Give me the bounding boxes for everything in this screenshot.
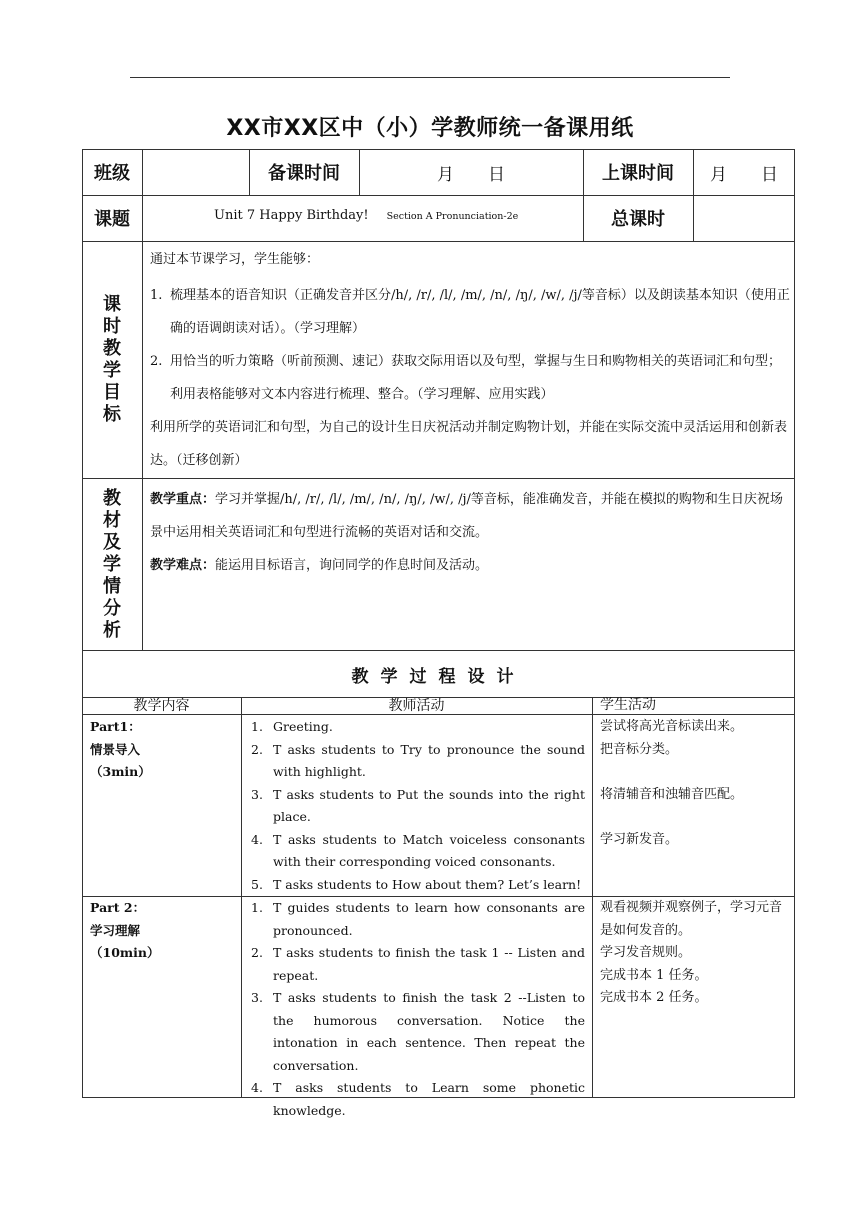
teacher-activity-item: 1. Greeting.: [251, 719, 333, 734]
student-activity-item: 学习发音规则。: [600, 945, 692, 960]
analysis-label-char: 及: [103, 531, 121, 553]
part-subtitle: 学习理解: [90, 922, 141, 938]
student-activity-item: [600, 761, 790, 784]
col-teacher-header: 教师活动: [388, 697, 445, 714]
part-name: Part1：: [90, 719, 141, 734]
prep-time-label: 备课时间: [268, 163, 340, 184]
objectives-intro: 通过本节课学习，学生能够：: [150, 252, 320, 267]
topic-value: [214, 204, 583, 224]
part-time: （3min）: [90, 764, 151, 779]
topic-label: 课题: [94, 209, 130, 230]
student-activity-item: 观看视频并观察例子，学习元音是如何发音的。: [600, 900, 783, 938]
teacher-activity-item: 3. T asks students to finish the task 2 --Listen to the humorous conversation. Notice the intonation in each sentence. Then repeat the conversation.: [251, 990, 585, 1073]
objective-item: 2. 用恰当的听力策略（听前预测、速记）获取交际用语以及句型，掌握与生日和购物相关的英语词汇和句型；利用表格能够对文本内容进行梳理、整合。（学习理解、应用实践）: [150, 353, 782, 402]
student-activity-item: 完成书本 1 任务。: [600, 967, 708, 983]
part2-label: [90, 897, 240, 965]
teacher-activity-item: 2. T asks students to finish the task 1 -- Listen and repeat.: [251, 945, 585, 983]
objectives-label-char: 学: [103, 359, 121, 381]
objectives-label-char: 目: [103, 381, 121, 403]
objectives-label-char: 教: [103, 337, 121, 359]
process-title: 教学过程设计: [351, 666, 526, 687]
teacher-activity-item: 4. T asks students to Match voiceless consonants with their corresponding voiced consonants.: [251, 831, 585, 869]
class-label: 班级: [94, 163, 130, 184]
teacher-activity-item: 2. T asks students to Try to pronounce the sound with highlight.: [251, 741, 585, 779]
objective-item: 1. 梳理基本的语音知识（正确发音并区分/h/, /r/, /l/, /m/, /n/, /ŋ/, /w/, /j/等音标）以及朗读基本知识（使用正确的语调朗读对话）。（学习理解）: [150, 287, 790, 336]
objectives-label-char: 时: [103, 315, 121, 337]
part1-label: [90, 716, 240, 784]
analysis-label-char: 分: [103, 597, 121, 619]
class-time-label: 上课时间: [602, 163, 674, 184]
student-activity-item: 把音标分类。: [600, 741, 679, 757]
analysis-label-char: 教: [103, 487, 121, 509]
col-student-header: 学生活动: [600, 697, 656, 713]
teacher-activity-item: 1. T guides students to learn how consonants are pronounced.: [251, 900, 585, 938]
teacher-activity-item: 4. T asks students to Learn some phonetic knowledge.: [251, 1080, 585, 1118]
part1-student-activities: [600, 716, 790, 851]
part2-student-activities: [600, 897, 788, 1010]
student-activity-item: 学习新发音。: [600, 831, 679, 847]
part2-teacher-activities: [241, 897, 585, 1122]
student-activity-item: [600, 806, 790, 829]
teacher-activity-item: 3. T asks students to Put the sounds into the right place.: [251, 786, 585, 824]
analysis-label: [82, 478, 142, 651]
document-title: XX市XX区中（小）学教师统一备课用纸: [226, 116, 634, 141]
objectives-label-char: 标: [103, 403, 121, 425]
prep-time-value: 月 日: [437, 164, 505, 185]
part1-teacher-activities: [241, 716, 585, 896]
objectives-label: [82, 241, 142, 478]
header-rule: [130, 77, 730, 78]
analysis-label-char: 情: [103, 575, 121, 597]
class-value: [142, 149, 249, 195]
objectives-label-char: 课: [103, 293, 121, 315]
student-activity-item: 完成书本 2 任务。: [600, 990, 708, 1005]
analysis-label-char: 学: [103, 553, 121, 575]
student-activity-item: 将清辅音和浊辅音匹配。: [600, 786, 744, 802]
teacher-activity-item: 5. T asks students to How about them? Let’s learn!: [251, 876, 582, 892]
part-name: Part 2：: [90, 900, 146, 915]
difficult-points: 教学难点：能运用目标语言，询问同学的作息时间及活动。: [150, 558, 489, 573]
part-time: （10min）: [90, 945, 160, 960]
analysis-content: [150, 483, 790, 582]
topic-main: Unit 7 Happy Birthday!: [214, 208, 369, 223]
class-time-value: 月 日: [710, 164, 778, 185]
total-hours-value: [693, 195, 795, 241]
objectives-content: [150, 249, 790, 477]
analysis-label-char: 析: [103, 619, 121, 641]
topic-sub: Section A Pronunciation-2e: [386, 211, 519, 222]
col-content-header: 教学内容: [133, 697, 190, 714]
objective-item: 利用所学的英语词汇和句型，为自己的设计生日庆祝活动并制定购物计划，并能在实际交流中灵活运用和创新表达。（迁移创新）: [150, 419, 788, 468]
key-points: 教学重点：学习并掌握/h/, /r/, /l/, /m/, /n/, /ŋ/, /w/, /j/等音标，能准确发音，并能在模拟的购物和生日庆祝场景中运用相关英语词汇和句型进行流畅的英语对话和交流。: [150, 492, 783, 540]
student-activity-item: 尝试将高光音标读出来。: [600, 719, 744, 734]
part-subtitle: 情景导入: [90, 741, 141, 757]
total-hours-label: 总课时: [611, 209, 665, 230]
analysis-label-char: 材: [103, 509, 121, 531]
